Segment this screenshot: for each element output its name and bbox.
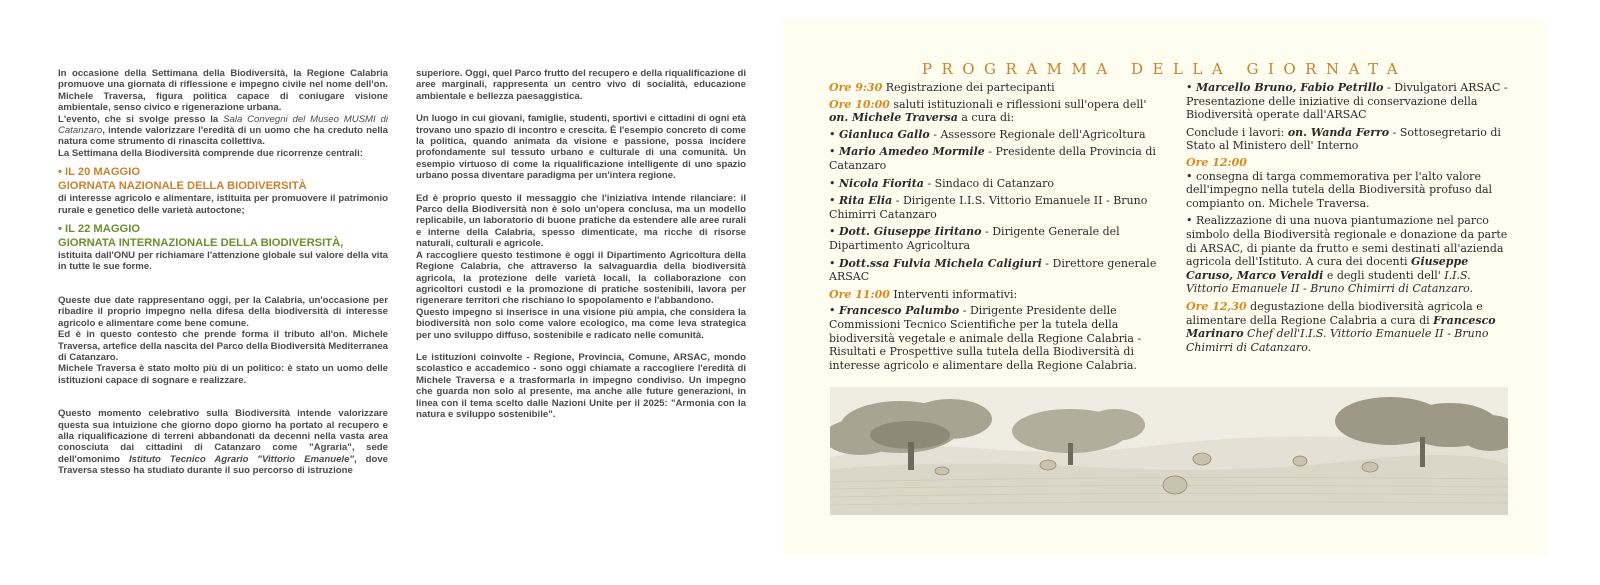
institutions-paragraph: Le istituzioni coinvolte - Regione, Provincia, Comune, ARSAC, mondo scolastico e accademico - sono oggi chiamate a raccogliere l'eredità di Michele Traversa e a trasformarla in impegno condiviso. Un impegno che guarda non solo al presente, ma anche alle future generazioni, in linea con il tema scelto dalle Nazioni Unite per il 2025: "Armonia con la natura e sviluppo sostenibile". [416,351,746,420]
program-item-talks: Ore 11:00 Interventi informativi: [829,287,1018,301]
may22-date: • IL 22 MAGGIO [58,223,141,236]
program-right-column [1186,81,1511,357]
tribute-paragraph: Ed è in questo contesto che prende forma il tributo all'on. Michele Traversa, artefice della nascita del Parco della Biodiversità Mediterranea di Catanzaro. [58,329,388,363]
speaker-caligiuri: • Dott.ssa Fulvia Michela Caligiuri - Direttore generale ARSAC [829,256,1157,284]
traversa-paragraph: Michele Traversa è stato molto più di un politico: è stato un uomo delle istituzioni capace di sognare e realizzare. [58,363,388,386]
speaker-fiorita: • Nicola Fiorita - Sindaco di Catanzaro [829,176,1054,190]
may20-title: GIORNATA NAZIONALE DELLA BIODIVERSITÀ [58,180,307,193]
speaker-mormile: • Mario Amedeo Mormile - Presidente della Provincia di Catanzaro [829,145,1156,172]
may20-date: • IL 20 MAGGIO [58,166,141,179]
dates-paragraph: Queste due date rappresentano oggi, per la Calabria, un'occasione per ribadire il proprio impegno nella difesa della biodiversità di interesse agricolo e alimentare come bene comune. [58,294,388,329]
program-item-plaque: • consegna di targa commemorativa per l'alto valore dell'impegno nella tutela della Biodiversità profuso dal compianto on. Michele Traversa. [1186,169,1493,210]
celebration-paragraph: Questo momento celebrativo sulla Biodiversità intende valorizzare questa sua intuizione che giorno dopo giorno ha portato al recupero e alla riqualificazione di terreni abbandonati da decenni nella vasta area conosciuta dai cittadini di Catanzaro come "Agraria", sede dell'omonimo Istituto Tecnico Agrario "Vittorio Emanuele", dove Traversa stesso ha studiato durante il suo percorso di istruzione [58,408,388,477]
landscape-illustration [830,387,1508,515]
meeting-place-paragraph: Un luogo in cui giovani, famiglie, studenti, sportivi e cittadini di ogni età trovano uno spazio di incontro e crescita. È l'esempio concreto di come la politica, quando animata da visione e passione, possa incidere profondamente sul tessuto urbano e culturale di una comunità. Un esempio virtuoso di come la riqualificazione intelligente di uno spazio urbano possa diventare paradigma per un'intera regione. [416,113,746,182]
program-item-conclusion: Conclude i lavori: on. Wanda Ferro - Sottosegretario di Stato al Ministero dell' Interno [1186,125,1501,153]
may20-text: di interesse agricolo e alimentare, istituita per promuovere il patrimonio rurale e genetico delle varietà autoctone; [58,193,388,216]
speaker-palumbo: • Francesco Palumbo - Dirigente Presidente delle Commissioni Tecnico Scientifiche per la tutela della biodiversità vegetale e animale della Regione Calabria - Risultati e Prospettive sulla tutela della Biodiversità di interesse agricolo e alimentare della Regione Calabria. [829,304,1142,372]
speaker-iiritano: • Dott. Giuseppe Iiritano - Dirigente Generale del Dipartimento Agricoltura [829,225,1120,252]
program-item-plaque-time: Ore 12:00 [1186,155,1247,169]
message-paragraph: Ed è proprio questo il messaggio che l'iniziativa intende rilanciare: il Parco della Biodiversità non è solo un'opera conclusa, ma un modello replicabile, un laboratorio di buone pratiche da estendere alle aree rurali e interne della Calabria, spesso dimenticate, ma ricche di risorse naturali, culturali e agricole. [416,192,746,250]
program-panel [783,20,1546,555]
park-paragraph: superiore. Oggi, quel Parco frutto del recupero e della riqualificazione di aree marginali, rappresenta un centro vivo di socialità, educazione ambientale e bellezza paesaggistica. [416,68,746,102]
program-item-planting: • Realizzazione di una nuova piantumazione nel parco simbolo della Biodiversità regionale e donazione da parte di ARSAC, di piante da frutto e semi destinati all'azienda agricola dell'Istituto. A cura dei docenti Giuseppe Caruso, Marco Veraldi e degli studenti dell' I.I.S. Vittorio Emanuele II - Bruno Chimirri di Catanzaro. [1186,214,1508,296]
program-title: PROGRAMMA DELLA GIORNATA [921,60,1408,78]
department-paragraph: A raccogliere questo testimone è oggi il Dipartimento Agricoltura della Regione Calabria, che attraverso la salvaguardia della biodiversità agricola, la protezione delle varietà locali, la collaborazione con agricoltori custodi e la promozione di pratiche sostenibili, lavora per rigenerare territori che rischiano lo spopolamento e l'abbandono. [416,249,746,307]
speaker-elia: • Rita Elia - Dirigente I.I.S. Vittorio Emanuele II - Bruno Chimirri Catanzaro [829,194,1148,221]
event-paragraph: L'evento, che si svolge presso la Sala Convegni del Museo MUSMI di Catanzaro, intende valorizzare l'eredità di un uomo che ha creduto nella natura come strumento di rinascita collettiva. [58,113,389,148]
speaker-gallo: • Gianluca Gallo - Assessore Regionale dell'Agricoltura [829,127,1146,141]
celebrations-intro: La Settimana della Biodiversità comprende due ricorrenze centrali: [58,147,363,159]
landscape-illustration-svg [830,387,1508,515]
park-column [416,68,746,420]
vision-paragraph: Questo impegno si inserisce in una visione più ampia, che considera la biodiversità non solo come valore ecologico, ma come leva strategica per uno sviluppo diffuso, sostenibile e radicato nelle comunità. [416,306,746,341]
intro-column [58,68,388,477]
speaker-bruno-petrillo: • Marcello Bruno, Fabio Petrillo - Divulgatori ARSAC - Presentazione delle iniziative di conservazione della Biodiversità operate dall'ARSAC [1186,81,1508,122]
program-left-column [829,81,1169,376]
program-item-greetings: Ore 10:00 saluti istituzionali e riflessioni sull'opera dell' on. Michele Traversa a cura di: [829,97,1147,125]
may22-title: GIORNATA INTERNAZIONALE DELLA BIODIVERSITÀ, [58,237,344,250]
may22-text: istituita dall'ONU per richiamare l'attenzione globale sul valore della vita in tutte le sue forme. [58,250,388,273]
program-item-registration: Ore 9:30 Registrazione dei partecipanti [829,81,1055,94]
program-item-tasting: Ore 12,30 degustazione della biodiversità agricola e alimentare della Regione Calabria a cura di Francesco Marinaro Chef dell'I.I.S. Vittorio Emanuele II - Bruno Chimirri di Catanzaro. [1186,299,1496,354]
intro-paragraph: In occasione della Settimana della Biodiversità, la Regione Calabria promuove una giornata di riflessione e impegno civile nel nome dell'on. Michele Traversa, figura politica capace di coniugare visione ambientale, senso civico e rigenerazione urbana. [58,68,388,114]
